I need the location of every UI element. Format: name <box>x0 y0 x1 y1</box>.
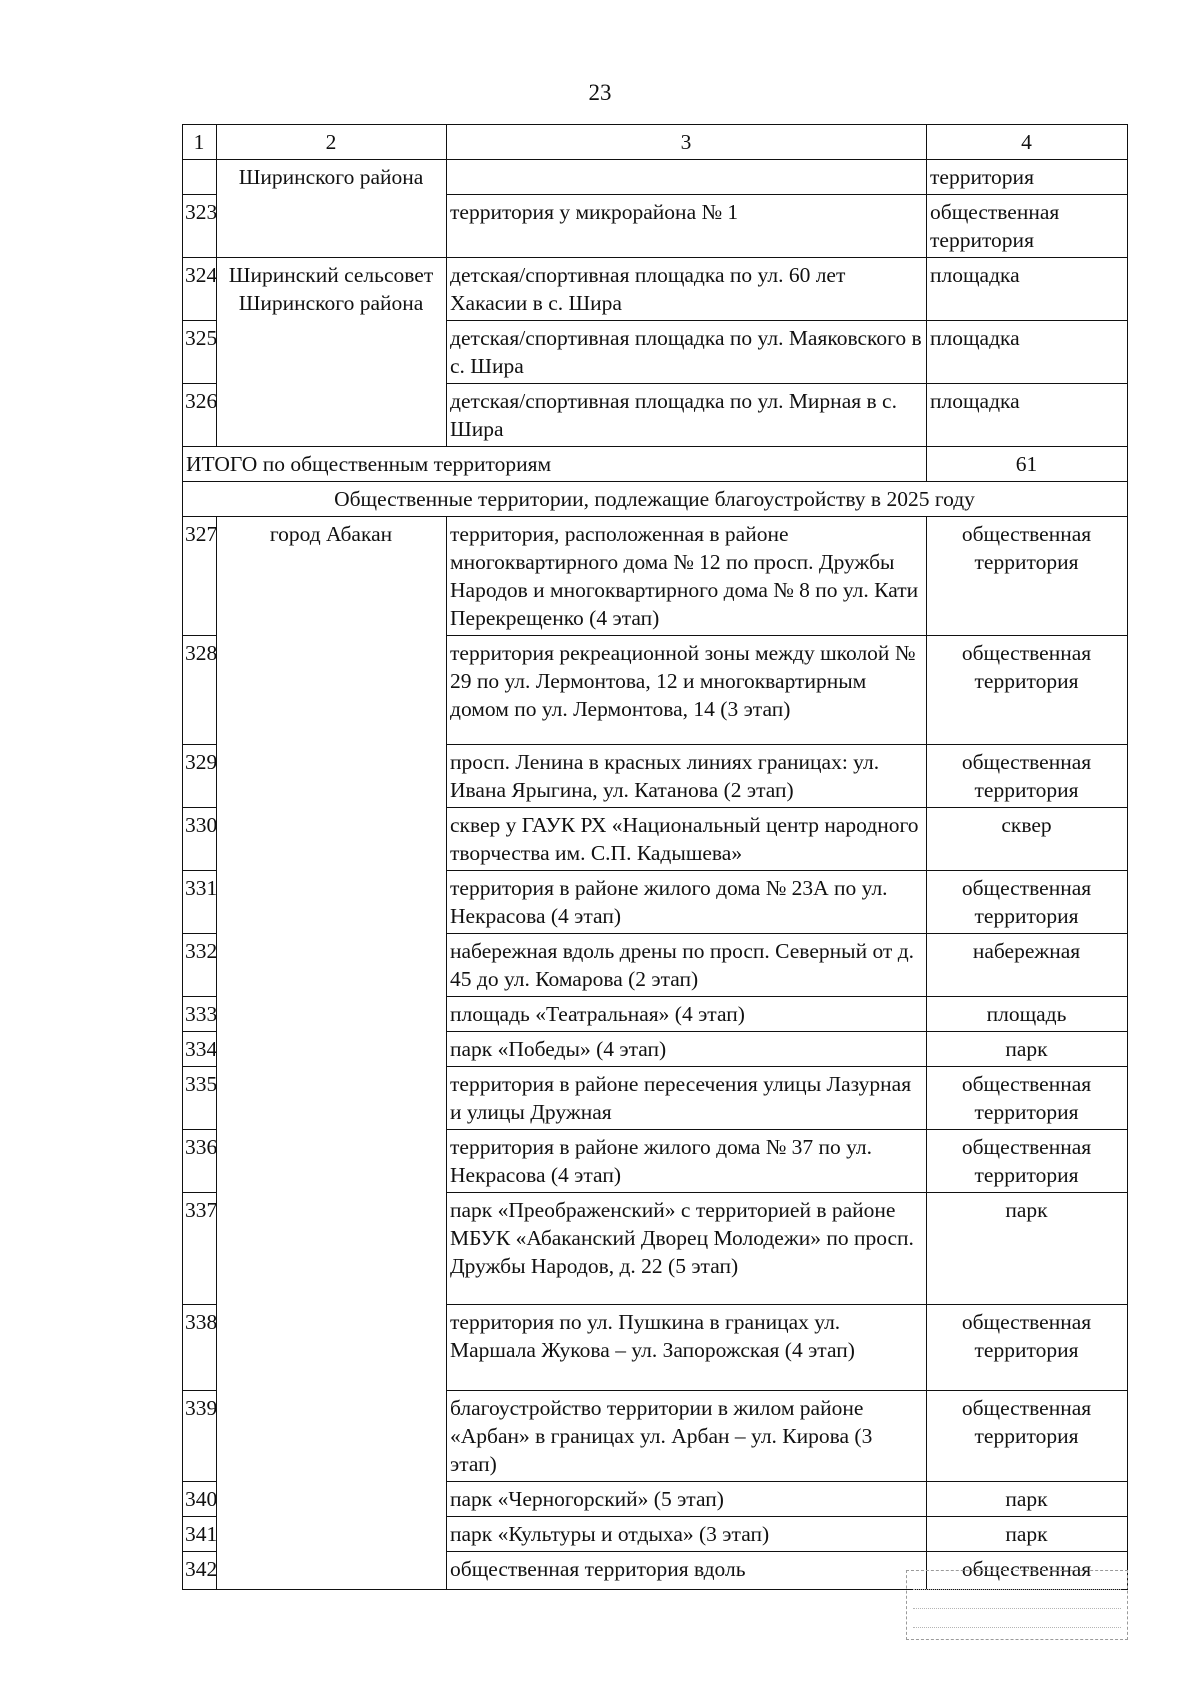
territory-name: территория в районе жилого дома № 23А по ул. Некрасова (4 этап) <box>447 871 927 934</box>
territory-type: общественная территория <box>927 195 1128 258</box>
territory-type: общественная территория <box>927 1391 1128 1482</box>
territory-type: общественная территория <box>927 1305 1128 1391</box>
row-number: 332 <box>183 934 217 997</box>
row-number: 331 <box>183 871 217 934</box>
territory-name: общественная территория вдоль <box>447 1552 927 1590</box>
header-col-3: 3 <box>447 125 927 160</box>
territory-type: сквер <box>927 808 1128 871</box>
territory-type: общественная территория <box>927 871 1128 934</box>
section-row <box>183 482 1128 517</box>
row-number: 342 <box>183 1552 217 1590</box>
territory-name: благоустройство территории в жилом районе «Арбан» в границах ул. Арбан – ул. Кирова (3 этап) <box>447 1391 927 1482</box>
territory-name: территория по ул. Пушкина в границах ул. Маршала Жукова – ул. Запорожская (4 этап) <box>447 1305 927 1391</box>
territory-name: территория в районе жилого дома № 37 по ул. Некрасова (4 этап) <box>447 1130 927 1193</box>
territory-type: парк <box>927 1193 1128 1305</box>
territory-type: общественная территория <box>927 517 1128 636</box>
row-number: 324 <box>183 258 217 321</box>
territory-name <box>447 160 927 195</box>
territory-name: просп. Ленина в красных линиях границах: ул. Ивана Ярыгина, ул. Катанова (2 этап) <box>447 745 927 808</box>
territory-name: набережная вдоль дрены по просп. Северный от д. 45 до ул. Комарова (2 этап) <box>447 934 927 997</box>
territory-type: набережная <box>927 934 1128 997</box>
row-number: 341 <box>183 1517 217 1552</box>
header-col-1: 1 <box>183 125 217 160</box>
territory-name: территория рекреационной зоны между школой № 29 по ул. Лермонтова, 12 и многоквартирным домом по ул. Лермонтова, 14 (3 этап) <box>447 636 927 745</box>
territory-type: парк <box>927 1517 1128 1552</box>
total-label: ИТОГО по общественным территориям <box>183 447 927 482</box>
table-row <box>183 517 1128 636</box>
territory-name: парк «Культуры и отдыха» (3 этап) <box>447 1517 927 1552</box>
territory-name: парк «Победы» (4 этап) <box>447 1032 927 1067</box>
territory-type: общественная территория <box>927 745 1128 808</box>
territory-type: площадка <box>927 321 1128 384</box>
row-number: 326 <box>183 384 217 447</box>
territory-type: общественная территория <box>927 636 1128 745</box>
row-number: 337 <box>183 1193 217 1305</box>
territory-type: площадка <box>927 258 1128 321</box>
territory-name: территория, расположенная в районе многоквартирного дома № 12 по просп. Дружбы Народов и многоквартирного дома № 8 по ул. Кати Перекрещенко (4 этап) <box>447 517 927 636</box>
territory-name: территория в районе пересечения улицы Лазурная и улицы Дружная <box>447 1067 927 1130</box>
territory-name: детская/спортивная площадка по ул. Маяковского в с. Шира <box>447 321 927 384</box>
territory-type: общественная территория <box>927 1067 1128 1130</box>
total-row <box>183 447 1128 482</box>
territory-name: территория у микрорайона № 1 <box>447 195 927 258</box>
municipality-shira-selsovet: Ширинский сельсовет Ширинского района <box>217 258 447 447</box>
table-header-row <box>183 125 1128 160</box>
territory-type: площадь <box>927 997 1128 1032</box>
header-col-4: 4 <box>927 125 1128 160</box>
row-number: 327 <box>183 517 217 636</box>
row-number: 330 <box>183 808 217 871</box>
table-row <box>183 160 1128 195</box>
municipality-abakan: город Абакан <box>217 517 447 1590</box>
territory-name: детская/спортивная площадка по ул. 60 лет Хакасии в с. Шира <box>447 258 927 321</box>
document-stamp <box>906 1570 1128 1640</box>
row-number <box>183 160 217 195</box>
page-number: 23 <box>588 80 612 105</box>
territory-name: сквер у ГАУК РХ «Национальный центр народного творчества им. С.П. Кадышева» <box>447 808 927 871</box>
row-number: 336 <box>183 1130 217 1193</box>
municipality-shira-raion: Ширинского района <box>217 160 447 258</box>
row-number: 325 <box>183 321 217 384</box>
territory-name: парк «Преображенский» с территорией в районе МБУК «Абаканский Дворец Молодежи» по просп. Дружбы Народов, д. 22 (5 этап) <box>447 1193 927 1305</box>
row-number: 334 <box>183 1032 217 1067</box>
territory-type: территория <box>927 160 1128 195</box>
row-number: 339 <box>183 1391 217 1482</box>
territory-name: детская/спортивная площадка по ул. Мирная в с. Шира <box>447 384 927 447</box>
row-number: 333 <box>183 997 217 1032</box>
territory-type: площадка <box>927 384 1128 447</box>
row-number: 328 <box>183 636 217 745</box>
section-title: Общественные территории, подлежащие благоустройству в 2025 году <box>183 482 1128 517</box>
territories-table <box>182 124 1128 1590</box>
territory-type: парк <box>927 1032 1128 1067</box>
table-row <box>183 258 1128 321</box>
territory-name: парк «Черногорский» (5 этап) <box>447 1482 927 1517</box>
territory-name: площадь «Театральная» (4 этап) <box>447 997 927 1032</box>
row-number: 338 <box>183 1305 217 1391</box>
territory-type: общественная территория <box>927 1130 1128 1193</box>
total-value: 61 <box>927 447 1128 482</box>
territory-type: общественная <box>927 1552 1128 1590</box>
row-number: 335 <box>183 1067 217 1130</box>
row-number: 329 <box>183 745 217 808</box>
header-col-2: 2 <box>217 125 447 160</box>
territory-type: парк <box>927 1482 1128 1517</box>
row-number: 340 <box>183 1482 217 1517</box>
row-number: 323 <box>183 195 217 258</box>
